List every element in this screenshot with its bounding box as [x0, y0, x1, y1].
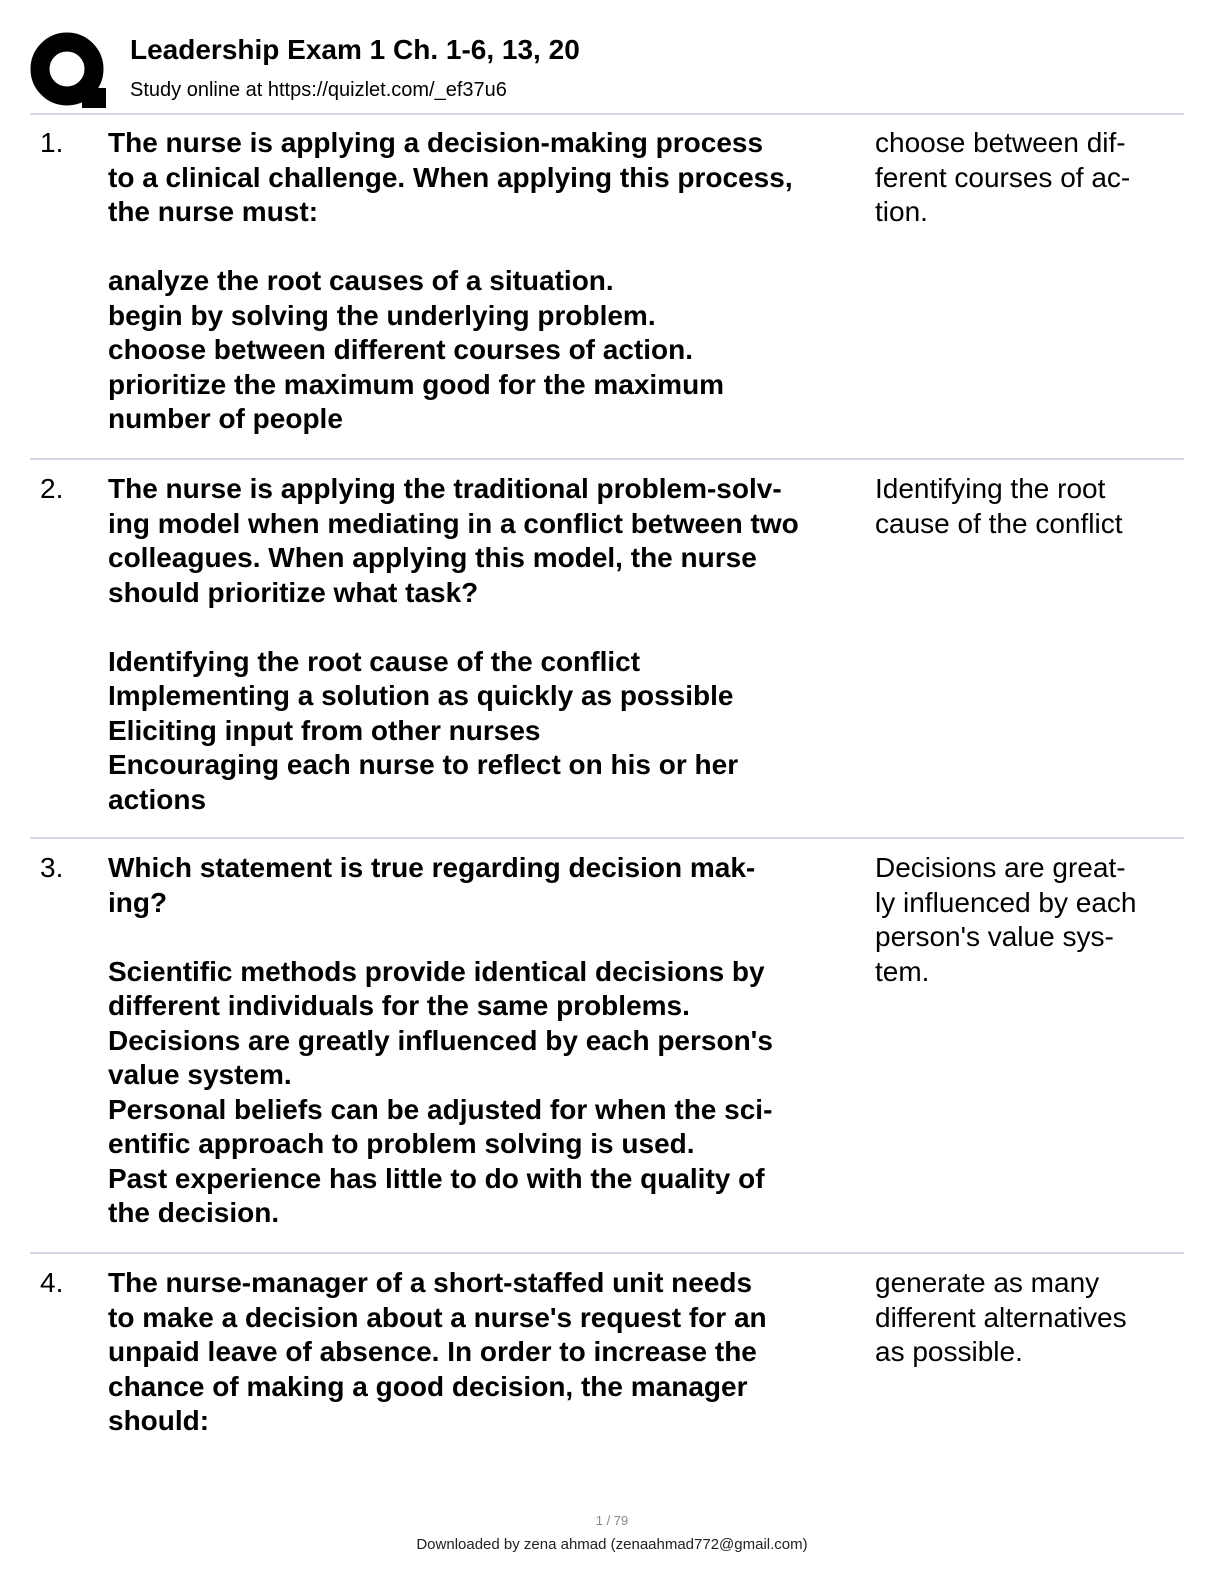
- answer: [875, 126, 1180, 230]
- question: [108, 1266, 868, 1439]
- divider: [30, 1252, 1184, 1254]
- divider: [30, 837, 1184, 839]
- option-line: entific approach to problem solving is used.: [108, 1128, 695, 1159]
- option-line: begin by solving the underlying problem.: [108, 299, 656, 331]
- question-line: should:: [108, 1405, 210, 1436]
- question-line: The nurse is applying a decision-making process: [108, 127, 764, 158]
- question-line: ing model when mediating in a conflict between two: [108, 507, 799, 539]
- page-number: 1 / 79: [595, 1513, 629, 1528]
- question-line: The nurse-manager of a short-staffed unit needs: [108, 1267, 753, 1298]
- question-line: the nurse must:: [108, 196, 319, 227]
- card-number: 2.: [40, 473, 64, 504]
- answer: [875, 1266, 1180, 1370]
- option-line: value system.: [108, 1059, 292, 1090]
- quizlet-logo-icon: [30, 32, 108, 110]
- option-line: Identifying the root cause of the conflict: [108, 645, 641, 677]
- study-link[interactable]: Study online at https://quizlet.com/_ef37u6: [130, 79, 507, 101]
- answer-line: Decisions are great-: [875, 852, 1126, 883]
- question-line: Which statement is true regarding decision mak-: [108, 852, 756, 883]
- download-notice: Downloaded by zena ahmad (zenaahmad772@gmail.com): [416, 1536, 808, 1553]
- question-line: colleagues. When applying this model, the nurse: [108, 542, 757, 573]
- answer-line: person's value sys-: [875, 921, 1114, 952]
- option-line: Encouraging each nurse to reflect on his or her: [108, 749, 739, 780]
- answer-line: cause of the conflict: [875, 507, 1123, 539]
- question-line: The nurse is applying the traditional problem-solv-: [108, 473, 782, 504]
- question-line: to a clinical challenge. When applying this process,: [108, 161, 793, 193]
- question: [108, 472, 868, 817]
- option-line: choose between different courses of action.: [108, 334, 694, 365]
- answer-line: generate as many: [875, 1267, 1100, 1298]
- answer-line: as possible.: [875, 1336, 1023, 1367]
- question-line: chance of making a good decision, the manager: [108, 1370, 748, 1402]
- divider: [30, 458, 1184, 460]
- question-line: ing?: [108, 886, 168, 918]
- answer: [875, 851, 1180, 989]
- answer-line: tion.: [875, 196, 928, 227]
- answer-line: different alternatives: [875, 1301, 1127, 1333]
- page-header: [30, 30, 1184, 114]
- card-number: 4.: [40, 1267, 64, 1298]
- answer: [875, 472, 1180, 541]
- option-line: number of people: [108, 403, 343, 434]
- page-title: Leadership Exam 1 Ch. 1-6, 13, 20: [130, 34, 580, 65]
- option-line: Scientific methods provide identical decisions by: [108, 955, 765, 987]
- card-number: 3.: [40, 852, 64, 883]
- option-line: Past experience has little to do with the quality of: [108, 1162, 765, 1194]
- question: [108, 851, 868, 1231]
- answer-line: tem.: [875, 955, 930, 987]
- option-line: Personal beliefs can be adjusted for when the sci-: [108, 1093, 773, 1125]
- option-line: Decisions are greatly influenced by each person's: [108, 1024, 773, 1056]
- option-line: analyze the root causes of a situation.: [108, 265, 614, 296]
- question-line: to make a decision about a nurse's request for an: [108, 1301, 767, 1333]
- question-line: should prioritize what task?: [108, 576, 479, 608]
- card-number: 1.: [40, 127, 64, 158]
- answer-line: choose between dif-: [875, 127, 1126, 158]
- option-line: Eliciting input from other nurses: [108, 714, 541, 746]
- option-line: different individuals for the same problems.: [108, 990, 690, 1021]
- option-line: actions: [108, 783, 207, 815]
- answer-line: ly influenced by each: [875, 886, 1137, 918]
- answer-line: ferent courses of ac-: [875, 161, 1131, 193]
- question: [108, 126, 868, 437]
- option-line: prioritize the maximum good for the maximum: [108, 368, 725, 400]
- question-line: unpaid leave of absence. In order to increase the: [108, 1336, 757, 1367]
- divider: [30, 113, 1184, 115]
- option-line: Implementing a solution as quickly as possible: [108, 680, 734, 711]
- option-line: the decision.: [108, 1197, 280, 1228]
- answer-line: Identifying the root: [875, 473, 1106, 504]
